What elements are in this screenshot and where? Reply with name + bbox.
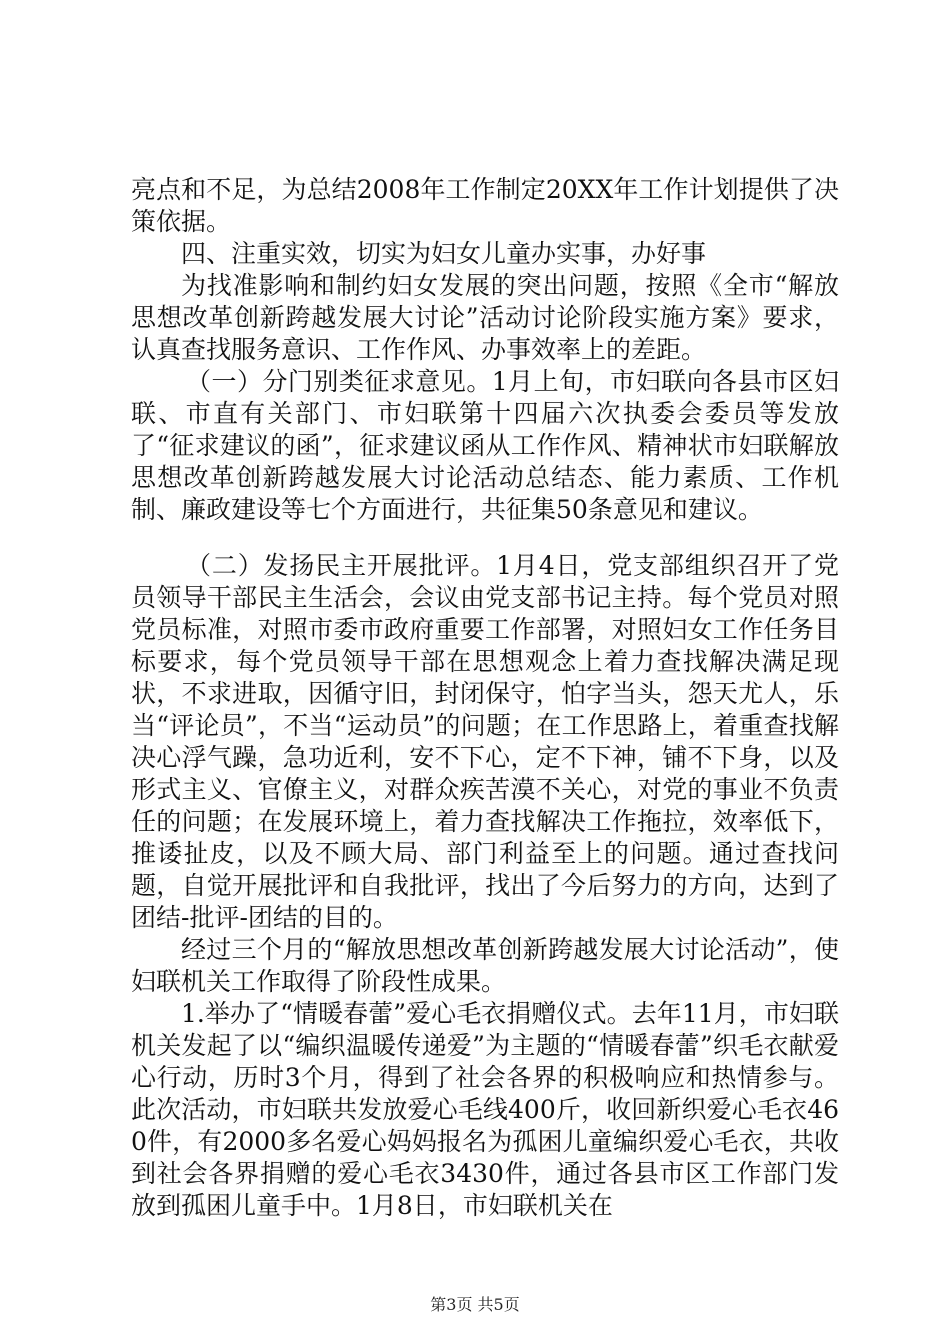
section-heading-4: 四、注重实效，切实为妇女儿童办实事，办好事 xyxy=(181,239,707,268)
paragraph-result-1: 1.举办了“情暖春蕾”爱心毛衣捐赠仪式。去年11月，市妇联机关发起了以“编织温暖传递爱”为主题的“情暖春蕾”织毛衣献爱心行动，历时3个月，得到了社会各界的积极响应和热情参与。此次活动，市妇联共发放爱心毛线400斤，收回新织爱心毛衣460件，有2000多名爱心妈妈报名为孤困儿童编织爱心毛衣，共收到社会各界捐赠的爱心毛衣3430件，通过各县市区工作部门发放到孤困儿童手中。1月8日，市妇联机关在 xyxy=(131,999,839,1220)
paragraph-item-2: （二）发扬民主开展批评。1月4日，党支部组织召开了党员领导干部民主生活会，会议由党支部书记主持。每个党员对照党员标准，对照市委市政府重要工作部署，对照妇女工作任务目标要求，每个党员领导干部在思想观念上着力查找解决满足现状，不求进取，因循守旧，封闭保守，怕字当头，怨天尤人，乐当“评论员”，不当“运动员”的问题；在工作思路上，着重查找解决心浮气躁，急功近利，安不下心，定不下神，铺不下身，以及形式主义、官僚主义，对群众疾苦漠不关心，对党的事业不负责任的问题；在发展环境上，着力查找解决工作拖拉，效率低下，推诿扯皮，以及不顾大局、部门利益至上的问题。通过查找问题，自觉开展批评和自我批评，找出了今后努力的方向，达到了团结-批评-团结的目的。 xyxy=(131,551,839,932)
paragraph-intro: 为找准影响和制约妇女发展的突出问题，按照《全市“解放思想改革创新跨越发展大讨论”活动讨论阶段实施方案》要求，认真查找服务意识、工作作风、办事效率上的差距。 xyxy=(131,271,839,364)
document-body xyxy=(131,174,839,1222)
paragraph-continuation: 亮点和不足，为总结2008年工作制定20XX年工作计划提供了决策依据。 xyxy=(131,175,839,236)
paragraph-item-1: （一）分门别类征求意见。1月上旬，市妇联向各县市区妇联、市直有关部门、市妇联第十四届六次执委会委员等发放了“征求建议的函”，征求建议函从工作作风、精神状市妇联解放思想改革创新跨越发展大讨论活动总结态、能力素质、工作机制、廉政建设等七个方面进行，共征集50条意见和建议。 xyxy=(131,367,839,524)
paragraph-summary: 经过三个月的“解放思想改革创新跨越发展大讨论活动”，使妇联机关工作取得了阶段性成果。 xyxy=(131,935,839,996)
page-footer: 第3页 共5页 xyxy=(430,1295,520,1314)
